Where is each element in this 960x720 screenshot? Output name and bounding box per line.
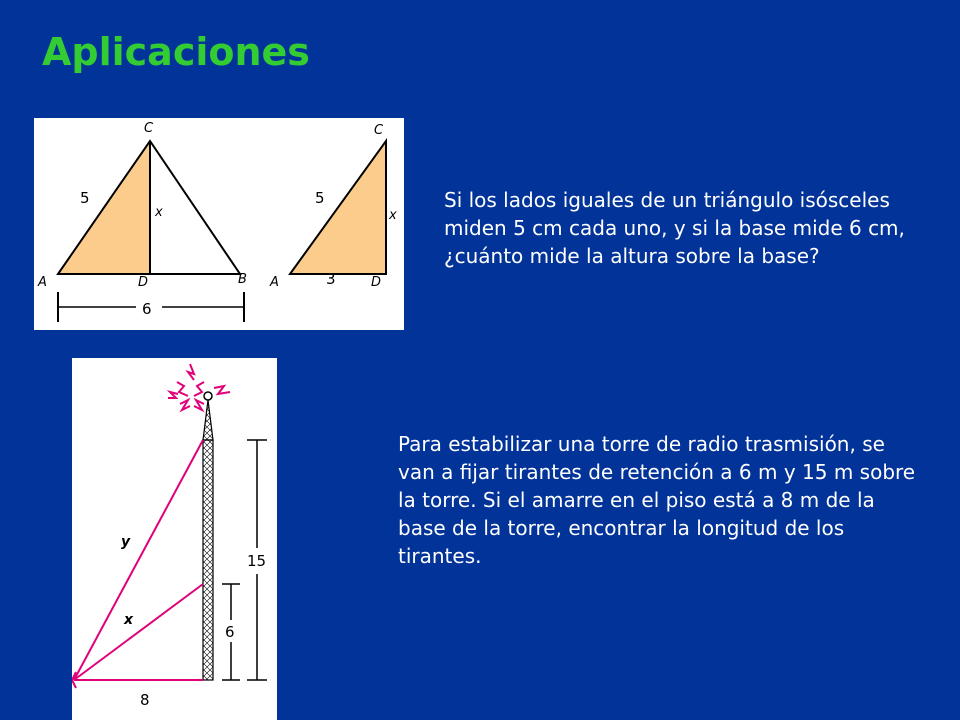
- label-base-3: 3: [326, 270, 336, 288]
- label-a-left: A: [38, 275, 47, 290]
- label-x-left: x: [155, 205, 163, 220]
- label-c-left: C: [144, 121, 154, 136]
- page-title: Aplicaciones: [42, 30, 310, 74]
- label-x-right: x: [389, 208, 397, 223]
- label-c-right: C: [374, 123, 384, 138]
- label-6: 6: [225, 623, 235, 641]
- label-side-left: 5: [80, 189, 90, 207]
- isosceles-triangle-figure: [34, 118, 404, 330]
- problem-tower-text: Para estabilizar una torre de radio trasmisión, se van a fijar tirantes de retención a 6 m y 15 m sobre la torre. Si el amarre en el piso está a 8 m de la base de la torre, encontrar la longitud de los tirantes.: [398, 432, 916, 568]
- label-a-right: A: [270, 275, 279, 290]
- label-side-right: 5: [315, 189, 325, 207]
- label-base-6: 6: [142, 300, 152, 318]
- label-b: B: [238, 272, 247, 287]
- tower-body: [203, 440, 213, 680]
- short-guy-wire: [74, 584, 203, 680]
- antenna-mast: [203, 400, 213, 440]
- antenna-ball: [204, 392, 212, 400]
- radio-tower-figure: [72, 358, 277, 720]
- triangles-diagram: [34, 118, 404, 330]
- label-d-left: D: [138, 275, 149, 290]
- label-d-right: D: [371, 275, 382, 290]
- problem-isosceles-text: Si los lados iguales de un triángulo isósceles miden 5 cm cada uno, y si la base mide 6 cm, ¿cuánto mide la altura sobre la base?: [444, 188, 905, 268]
- label-8: 8: [140, 691, 150, 709]
- label-x: x: [124, 612, 134, 628]
- label-y: y: [121, 534, 131, 550]
- long-guy-wire: [74, 440, 203, 680]
- tower-diagram: [72, 358, 277, 720]
- label-15: 15: [247, 552, 267, 570]
- signal-sparks-icon: [168, 364, 230, 410]
- right-triangle: [290, 141, 386, 274]
